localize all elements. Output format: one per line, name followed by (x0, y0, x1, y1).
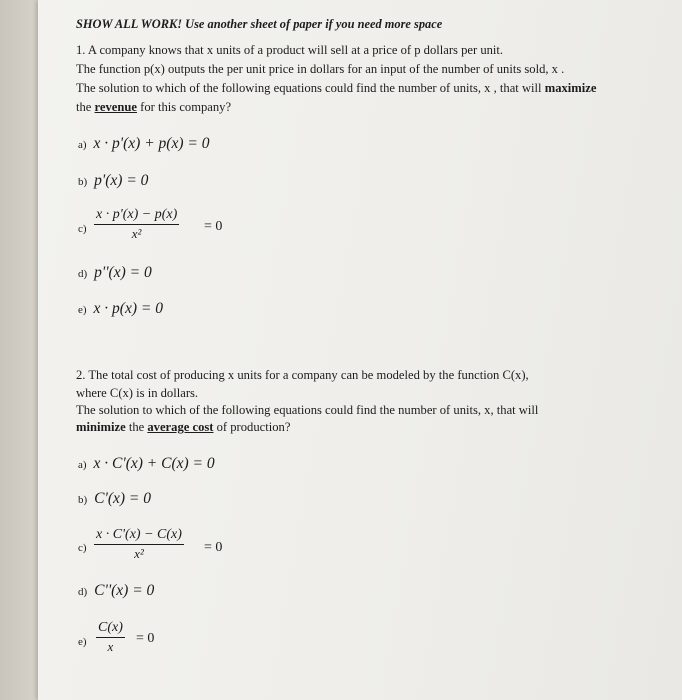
fraction-numerator: C(x) (96, 620, 125, 638)
q1-option-b[interactable] (78, 172, 148, 190)
q2-option-a[interactable] (78, 455, 215, 473)
q1-option-d[interactable] (78, 264, 152, 282)
option-equation: p'(x) = 0 (94, 172, 149, 189)
q2-the: the (128, 420, 145, 434)
option-label: e) (78, 304, 87, 316)
q1-maximize: maximize (544, 81, 597, 95)
q1-option-e[interactable] (78, 300, 163, 318)
q2-line-3: The solution to which of the following equations could find the number of units, x, that will (76, 403, 539, 417)
fraction-numerator: x · C'(x) − C(x) (94, 527, 184, 545)
q1-the: the (76, 100, 92, 114)
option-label: c) (78, 223, 87, 235)
option-equation: p''(x) = 0 (94, 264, 152, 281)
option-label: c) (78, 542, 87, 554)
q2-minimize: minimize (76, 420, 126, 434)
q2-line-2: where C(x) is in dollars. (76, 386, 199, 400)
option-label: d) (78, 268, 88, 280)
worksheet-header: SHOW ALL WORK! Use another sheet of paper if you need more space (76, 17, 443, 31)
fraction-denominator: x² (131, 226, 142, 241)
q1-line-4-post: for this company? (140, 100, 232, 114)
option-label: e) (78, 636, 87, 648)
option-equation: C''(x) = 0 (94, 582, 155, 599)
q2-average-cost: average cost (147, 420, 214, 434)
q1-line-1: 1. A company knows that x units of a product will sell at a price of p dollars per unit. (76, 43, 504, 57)
q2-line-1: 2. The total cost of producing x units for a company can be modeled by the function C(x), (76, 368, 529, 382)
q1-option-a[interactable] (78, 135, 209, 153)
q1-line-3 (76, 81, 596, 96)
q1-revenue: revenue (94, 100, 137, 114)
q1-line-4 (76, 100, 231, 115)
q2-option-d[interactable] (78, 582, 154, 600)
q1-line-3-text: The solution to which of the following equations could find the number of units, x , that will (76, 81, 542, 95)
equals-zero: = 0 (136, 631, 155, 646)
q2-line-4 (76, 420, 290, 435)
option-equation: x · p(x) = 0 (93, 300, 163, 317)
option-label: a) (78, 139, 87, 151)
q2-line-4-post: of production? (216, 420, 291, 434)
q2-option-b[interactable] (78, 490, 151, 508)
fraction (96, 620, 125, 655)
option-label: b) (78, 494, 88, 506)
fraction-denominator: x² (134, 546, 144, 561)
option-equation: x · p'(x) + p(x) = 0 (93, 135, 210, 152)
equals-zero: = 0 (204, 219, 223, 234)
fraction-numerator: x · p'(x) − p(x) (94, 207, 179, 225)
fraction (94, 207, 179, 242)
option-label: d) (78, 586, 88, 598)
option-label: b) (78, 176, 88, 188)
fraction (94, 527, 184, 562)
option-label: a) (78, 459, 87, 471)
fraction-denominator: x (107, 639, 114, 654)
equals-zero: = 0 (204, 540, 223, 555)
option-equation: C'(x) = 0 (94, 490, 151, 507)
background-desk (0, 0, 38, 700)
q1-line-2: The function p(x) outputs the per unit price in dollars for an input of the number of units sold, x . (76, 62, 565, 76)
option-equation: x · C'(x) + C(x) = 0 (93, 455, 215, 472)
